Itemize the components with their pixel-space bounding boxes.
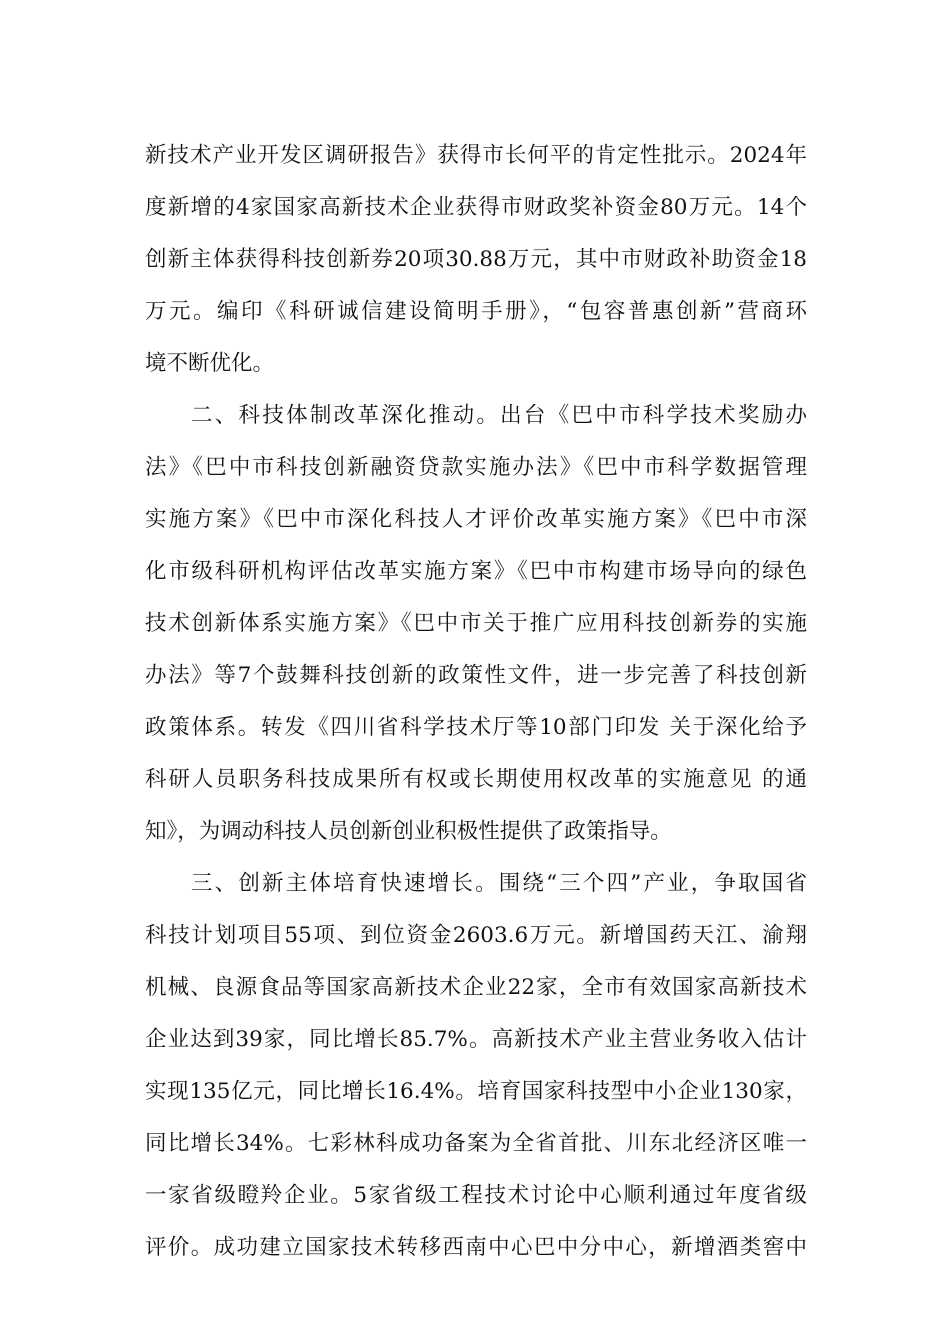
text-line: 境不断优化。	[145, 351, 275, 376]
text-line: 机械、良源食品等国家高新技术企业22家，全市有效国家高新技术	[145, 975, 807, 1000]
text-line: 万元。编印《科研诚信建设简明手册》，“包容普惠创新”营商环	[145, 299, 807, 324]
text-line: 同比增长34%。七彩林科成功备案为全省首批、川东北经济区唯一	[145, 1131, 807, 1156]
body-text	[145, 130, 807, 1274]
text-line: 二、科技体制改革深化推动。出台《巴中市科学技术奖励办	[191, 403, 807, 428]
text-line: 一家省级瞪羚企业。5家省级工程技术讨论中心顺利通过年度省级	[145, 1183, 807, 1208]
text-line: 科技计划项目55项、到位资金2603.6万元。新增国药天江、渝翔	[145, 923, 807, 948]
text-line: 政策体系。转发《四川省科学技术厅等10部门印发 关于深化给予	[145, 715, 807, 740]
text-line: 创新主体获得科技创新券20项30.88万元，其中市财政补助资金18	[145, 247, 807, 272]
text-line: 化市级科研机构评估改革实施方案》《巴中市构建市场导向的绿色	[145, 559, 807, 584]
text-line: 法》《巴中市科技创新融资贷款实施办法》《巴中市科学数据管理	[145, 455, 807, 480]
text-line: 实施方案》《巴中市深化科技人才评价改革实施方案》《巴中市深	[145, 507, 807, 532]
text-line: 评价。成功建立国家技术转移西南中心巴中分中心，新增酒类窖中	[145, 1235, 807, 1260]
text-line: 度新增的4家国家高新技术企业获得市财政奖补资金80万元。14个	[145, 195, 807, 220]
text-line: 知》，为调动科技人员创新创业积极性提供了政策指导。	[145, 819, 672, 844]
text-line: 新技术产业开发区调研报告》获得市长何平的肯定性批示。2024年	[145, 143, 807, 168]
text-line: 三、创新主体培育快速增长。围绕“三个四”产业，争取国省	[191, 871, 807, 896]
text-line: 办法》等7个鼓舞科技创新的政策性文件，进一步完善了科技创新	[145, 663, 807, 688]
text-line: 科研人员职务科技成果所有权或长期使用权改革的实施意见 的通	[145, 767, 807, 792]
text-line: 企业达到39家，同比增长85.7%。高新技术产业主营业务收入估计	[145, 1027, 807, 1052]
text-line: 实现135亿元，同比增长16.4%。培育国家科技型中小企业130家，	[145, 1079, 807, 1104]
text-line: 技术创新体系实施方案》《巴中市关于推广应用科技创新券的实施	[145, 611, 807, 636]
